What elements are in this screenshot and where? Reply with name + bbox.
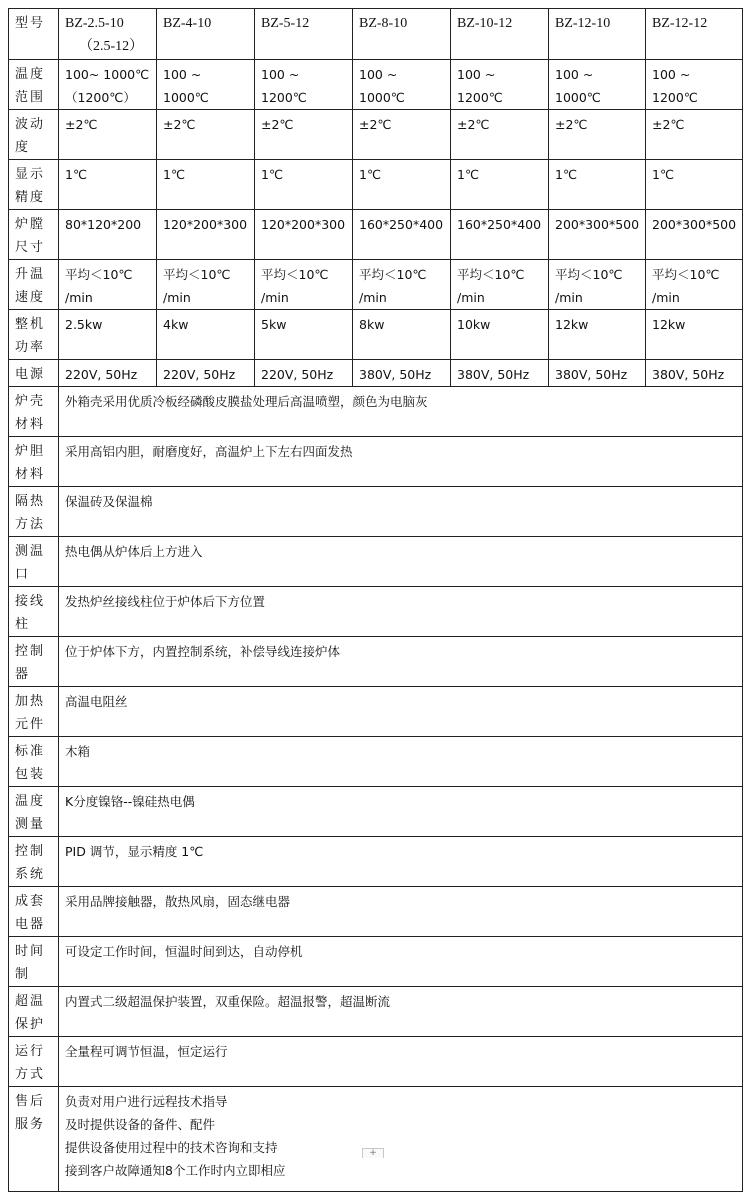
spec-value-line: /min <box>652 290 680 305</box>
feature-row <box>9 587 743 637</box>
feature-row <box>9 937 743 987</box>
feature-value-cell <box>59 537 743 587</box>
spec-value-line: 12kw <box>555 317 589 332</box>
spec-row-label: 升温速度 <box>9 260 59 310</box>
spec-value-line: 1℃ <box>652 167 674 182</box>
spec-value-line: 12kw <box>652 317 686 332</box>
model-header-cell <box>255 9 353 60</box>
spec-sheet <box>8 8 742 1192</box>
spec-value-line: 平均＜10℃ <box>163 267 231 282</box>
spec-row-label: 波动度 <box>9 110 59 160</box>
spec-value-cell <box>157 60 255 110</box>
feature-value-line: PID 调节，显示精度 1℃ <box>65 844 204 859</box>
spec-value-cell <box>451 110 549 160</box>
spec-value-cell <box>157 210 255 260</box>
model-header-cell <box>451 9 549 60</box>
spec-value-line: 1000℃ <box>359 90 405 105</box>
spec-value-line: /min <box>555 290 583 305</box>
spec-value-cell <box>255 160 353 210</box>
spec-value-line: 220V, 50Hz <box>261 367 334 382</box>
spec-value-cell <box>255 360 353 387</box>
spec-value-cell <box>59 310 157 360</box>
feature-row <box>9 437 743 487</box>
feature-value-cell <box>59 887 743 937</box>
spec-row <box>9 60 743 110</box>
spec-value-line: 1℃ <box>359 167 381 182</box>
feature-row <box>9 687 743 737</box>
feature-row-label: 炉胆材料 <box>9 437 59 487</box>
spec-value-cell <box>59 110 157 160</box>
spec-value-line: 8kw <box>359 317 385 332</box>
spec-value-line: 160*250*400 <box>359 217 444 232</box>
spec-value-line: ±2℃ <box>457 117 490 132</box>
spec-value-cell <box>59 360 157 387</box>
feature-row-label: 运行方式 <box>9 1037 59 1087</box>
feature-row <box>9 787 743 837</box>
spec-value-line: 10kw <box>457 317 491 332</box>
feature-value-cell <box>59 837 743 887</box>
feature-value-line: 热电偶从炉体后上方进入 <box>65 544 203 559</box>
feature-value-cell <box>59 487 743 537</box>
spec-value-line: 100 ~ <box>555 67 594 82</box>
spec-row-label: 电源 <box>9 360 59 387</box>
spec-value-cell <box>646 260 743 310</box>
feature-value-cell <box>59 437 743 487</box>
spec-value-line: 380V, 50Hz <box>457 367 530 382</box>
spec-value-line: ±2℃ <box>261 117 294 132</box>
feature-value-cell <box>59 387 743 437</box>
spec-value-line: 160*250*400 <box>457 217 542 232</box>
feature-table-container <box>8 387 742 1192</box>
spec-value-cell <box>451 310 549 360</box>
spec-value-line: 4kw <box>163 317 189 332</box>
feature-row <box>9 537 743 587</box>
feature-row-label: 售后服务 <box>9 1087 59 1192</box>
spec-value-line: 100 ~ <box>457 67 496 82</box>
feature-row <box>9 637 743 687</box>
spec-value-cell <box>451 360 549 387</box>
spec-value-cell <box>646 310 743 360</box>
spec-value-line: 平均＜10℃ <box>261 267 329 282</box>
feature-value-line: 可设定工作时间，恒温时间到达，自动停机 <box>65 944 303 959</box>
feature-value-line: 高温电阻丝 <box>65 694 128 709</box>
spec-value-line: 220V, 50Hz <box>65 367 138 382</box>
spec-value-line: /min <box>359 290 387 305</box>
feature-row-label: 温度测量 <box>9 787 59 837</box>
model-header-cell <box>646 9 743 60</box>
feature-value-line: 发热炉丝接线柱位于炉体后下方位置 <box>65 594 266 609</box>
spec-value-line: 1000℃ <box>163 90 209 105</box>
spec-value-line: 1℃ <box>163 167 185 182</box>
model-name: BZ-12-12 <box>652 16 708 31</box>
feature-row <box>9 487 743 537</box>
spec-row-label: 整机功率 <box>9 310 59 360</box>
spec-value-cell <box>353 60 451 110</box>
spec-value-line: ±2℃ <box>359 117 392 132</box>
spec-value-cell <box>157 310 255 360</box>
feature-value-line: 提供设备使用过程中的技术咨询和支持 <box>65 1140 278 1155</box>
spec-value-line: 1200℃ <box>261 90 307 105</box>
spec-value-cell <box>59 210 157 260</box>
spec-value-cell <box>549 360 646 387</box>
spec-row <box>9 210 743 260</box>
spec-value-line: 200*300*500 <box>555 217 640 232</box>
spec-value-line: 120*200*300 <box>163 217 248 232</box>
spec-value-line: /min <box>163 290 191 305</box>
spec-value-cell <box>157 110 255 160</box>
model-header-cell <box>549 9 646 60</box>
spec-row <box>9 160 743 210</box>
spec-row <box>9 260 743 310</box>
spec-value-line: 1℃ <box>555 167 577 182</box>
feature-value-line: 采用品牌接触器，散热风扇，固态继电器 <box>65 894 291 909</box>
feature-row-label: 控制系统 <box>9 837 59 887</box>
spec-value-cell <box>157 360 255 387</box>
feature-row-label: 控制器 <box>9 637 59 687</box>
spec-value-cell <box>451 260 549 310</box>
spec-row-label: 显示精度 <box>9 160 59 210</box>
feature-row-label: 测温口 <box>9 537 59 587</box>
spec-value-cell <box>157 160 255 210</box>
feature-row <box>9 887 743 937</box>
spec-value-line: 100 ~ <box>359 67 398 82</box>
model-name: BZ-10-12 <box>457 16 513 31</box>
spec-value-line: 380V, 50Hz <box>652 367 725 382</box>
feature-row-label: 超温保护 <box>9 987 59 1037</box>
spec-value-line: 380V, 50Hz <box>555 367 628 382</box>
spec-value-cell <box>549 160 646 210</box>
feature-value-line: K分度镍铬--镍硅热电偶 <box>65 794 195 809</box>
spec-value-cell <box>353 110 451 160</box>
feature-row-label: 成套电器 <box>9 887 59 937</box>
feature-value-cell <box>59 737 743 787</box>
spec-value-cell <box>353 210 451 260</box>
feature-value-line: 采用高铝内胆，耐磨度好，高温炉上下左右四面发热 <box>65 444 353 459</box>
feature-value-line: 外箱壳采用优质冷板经磷酸皮膜盐处理后高温喷塑，颜色为电脑灰 <box>65 394 428 409</box>
feature-row-label: 炉壳材料 <box>9 387 59 437</box>
add-tab-button[interactable]: + <box>362 1148 384 1158</box>
feature-row-label: 时间制 <box>9 937 59 987</box>
header-label: 型号 <box>9 9 59 60</box>
spec-value-line: 2.5kw <box>65 317 103 332</box>
spec-row <box>9 360 743 387</box>
spec-value-line: /min <box>65 290 93 305</box>
feature-value-cell <box>59 687 743 737</box>
spec-value-cell <box>255 210 353 260</box>
spec-value-cell <box>353 360 451 387</box>
feature-value-line: 负责对用户进行远程技术指导 <box>65 1094 228 1109</box>
spec-value-cell <box>549 110 646 160</box>
spec-value-cell <box>549 210 646 260</box>
header-row <box>9 9 743 60</box>
feature-value-line: 木箱 <box>65 744 91 759</box>
spec-value-cell <box>353 260 451 310</box>
spec-value-line: 平均＜10℃ <box>65 267 133 282</box>
spec-value-line: 100 ~ <box>163 67 202 82</box>
spec-value-line: ±2℃ <box>652 117 685 132</box>
spec-value-cell <box>549 310 646 360</box>
model-name: BZ-12-10 <box>555 16 611 31</box>
spec-value-cell <box>549 60 646 110</box>
spec-value-line: ±2℃ <box>65 117 98 132</box>
spec-value-cell <box>646 360 743 387</box>
spec-value-line: 1℃ <box>457 167 479 182</box>
spec-value-line: （1200℃） <box>65 90 136 105</box>
feature-row <box>9 1037 743 1087</box>
spec-value-cell <box>255 260 353 310</box>
spec-value-cell <box>255 310 353 360</box>
feature-row <box>9 737 743 787</box>
feature-table <box>8 387 743 1192</box>
model-header-cell <box>157 9 255 60</box>
feature-row-label: 加热元件 <box>9 687 59 737</box>
spec-value-cell <box>59 160 157 210</box>
model-header-cell <box>353 9 451 60</box>
spec-row <box>9 310 743 360</box>
spec-value-line: 1℃ <box>65 167 87 182</box>
spec-value-line: 100 ~ <box>261 67 300 82</box>
spec-value-line: ±2℃ <box>163 117 196 132</box>
feature-value-cell <box>59 637 743 687</box>
spec-value-line: 平均＜10℃ <box>457 267 525 282</box>
feature-value-line: 内置式二级超温保护装置，双重保险。超温报警，超温断流 <box>65 994 391 1009</box>
spec-value-cell <box>549 260 646 310</box>
spec-value-cell <box>255 60 353 110</box>
spec-value-cell <box>157 260 255 310</box>
spec-value-cell <box>451 160 549 210</box>
spec-value-cell <box>353 310 451 360</box>
spec-value-line: 1000℃ <box>555 90 601 105</box>
feature-value-line: 接到客户故障通知8个工作时内立即相应 <box>65 1163 286 1178</box>
feature-value-line: 全量程可调节恒温，恒定运行 <box>65 1044 228 1059</box>
spec-value-cell <box>646 60 743 110</box>
feature-row-label: 接线柱 <box>9 587 59 637</box>
spec-value-line: 1200℃ <box>652 90 698 105</box>
feature-value-cell <box>59 1087 743 1192</box>
spec-value-line: 200*300*500 <box>652 217 737 232</box>
spec-value-line: 1℃ <box>261 167 283 182</box>
spec-value-line: 80*120*200 <box>65 217 142 232</box>
spec-value-line: 380V, 50Hz <box>359 367 432 382</box>
spec-value-cell <box>646 160 743 210</box>
feature-value-cell <box>59 937 743 987</box>
spec-value-cell <box>353 160 451 210</box>
spec-value-line: 100~ 1000℃ <box>65 67 150 82</box>
model-note: （2.5-12） <box>79 39 144 54</box>
spec-value-line: 1200℃ <box>457 90 503 105</box>
spec-value-line: /min <box>457 290 485 305</box>
spec-row <box>9 110 743 160</box>
spec-value-line: 平均＜10℃ <box>555 267 623 282</box>
feature-value-line: 位于炉体下方，内置控制系统，补偿导线连接炉体 <box>65 644 341 659</box>
feature-value-line: 及时提供设备的备件、配件 <box>65 1117 216 1132</box>
feature-value-cell <box>59 587 743 637</box>
model-name: BZ-4-10 <box>163 16 212 31</box>
spec-value-cell <box>451 210 549 260</box>
feature-value-line: 保温砖及保温棉 <box>65 494 153 509</box>
feature-row-label: 隔热方法 <box>9 487 59 537</box>
spec-value-cell <box>59 260 157 310</box>
spec-value-line: 5kw <box>261 317 287 332</box>
spec-value-line: 平均＜10℃ <box>652 267 720 282</box>
model-name: BZ-8-10 <box>359 16 408 31</box>
spec-table <box>8 8 743 387</box>
spec-value-line: 220V, 50Hz <box>163 367 236 382</box>
spec-value-cell <box>646 110 743 160</box>
model-name: BZ-2.5-10 <box>65 16 124 31</box>
feature-row <box>9 837 743 887</box>
spec-row-label: 温度范围 <box>9 60 59 110</box>
feature-value-cell <box>59 787 743 837</box>
spec-value-cell <box>59 60 157 110</box>
spec-value-line: 平均＜10℃ <box>359 267 427 282</box>
spec-value-cell <box>451 60 549 110</box>
spec-value-line: 100 ~ <box>652 67 691 82</box>
spec-value-line: /min <box>261 290 289 305</box>
spec-value-cell <box>255 110 353 160</box>
spec-value-cell <box>646 210 743 260</box>
feature-row <box>9 387 743 437</box>
model-header-cell <box>59 9 157 60</box>
feature-row <box>9 987 743 1037</box>
model-name: BZ-5-12 <box>261 16 310 31</box>
spec-value-line: ±2℃ <box>555 117 588 132</box>
feature-row-label: 标准包装 <box>9 737 59 787</box>
feature-row <box>9 1087 743 1192</box>
feature-value-cell <box>59 987 743 1037</box>
spec-row-label: 炉膛尺寸 <box>9 210 59 260</box>
feature-value-cell <box>59 1037 743 1087</box>
spec-value-line: 120*200*300 <box>261 217 346 232</box>
